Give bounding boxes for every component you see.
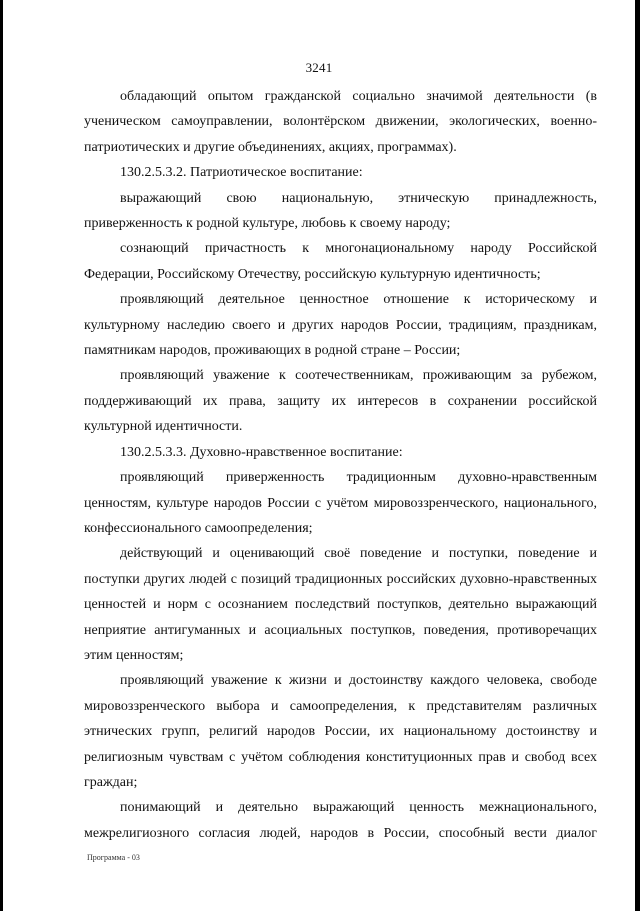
paragraph-spiritual-1: проявляющий приверженность традиционным духовно-нравственным ценностям, культуре народов России с учётом мировоззренческого, национального, конфессионального самоопределения; — [84, 470, 597, 536]
page-number: 3241 — [305, 60, 333, 75]
paragraph-patriotic-4: проявляющий уважение к соотечественникам, проживающим за рубежом, поддерживающий их права, защиту их интересов в сохранении российской культурной идентичности. — [84, 368, 597, 435]
footer-program-code: Программа - 03 — [87, 853, 140, 862]
paragraph-spiritual-4: понимающий и деятельно выражающий ценность межнационального, межрелигиозного согласия людей, народов в России, способный вести диалог — [84, 800, 597, 841]
paragraph-patriotic-3: проявляющий деятельное ценностное отношение к историческому и культурному наследию своего и других народов России, традициям, праздникам, памятникам народов, проживающих в родной стране – России; — [84, 292, 597, 359]
document-body — [84, 84, 597, 846]
paragraph-patriotic-1: выражающий свою национальную, этническую принадлежность, приверженность к родной культуре, любовь к своему народу; — [84, 190, 597, 232]
paragraph-spiritual-3: проявляющий уважение к жизни и достоинству каждого человека, свободе мировоззренческого выбора и самоопределения, к представителям различных этнических групп, религий народов России, их национальному достоинству и религиозным чувствам с учётом соблюдения конституционных прав и свобод всех граждан; — [84, 673, 597, 790]
paragraph-patriotic-2: сознающий причастность к многонациональному народу Российской Федерации, Российскому Отечеству, российскую культурную идентичность; — [84, 241, 597, 282]
paragraph-spiritual-2: действующий и оценивающий своё поведение и поступки, поведение и поступки других людей с позиций традиционных российских духовно-нравственных ценностей и норм с осознанием последствий поступков, деятельно выражающий неприятие антигуманных и асоциальных поступков, поведения, противоречащих этим ценностям; — [84, 546, 597, 663]
section-heading-patriotic: 130.2.5.3.2. Патриотическое воспитание: — [120, 165, 363, 181]
paragraph-civic-experience: обладающий опытом гражданской социально значимой деятельности (в ученическом самоуправлении, волонтёрском движении, экологических, военно-патриотических и другие объединениях, акциях, программах). — [84, 89, 597, 155]
section-heading-spiritual: 130.2.5.3.3. Духовно-нравственное воспитание: — [120, 444, 403, 460]
